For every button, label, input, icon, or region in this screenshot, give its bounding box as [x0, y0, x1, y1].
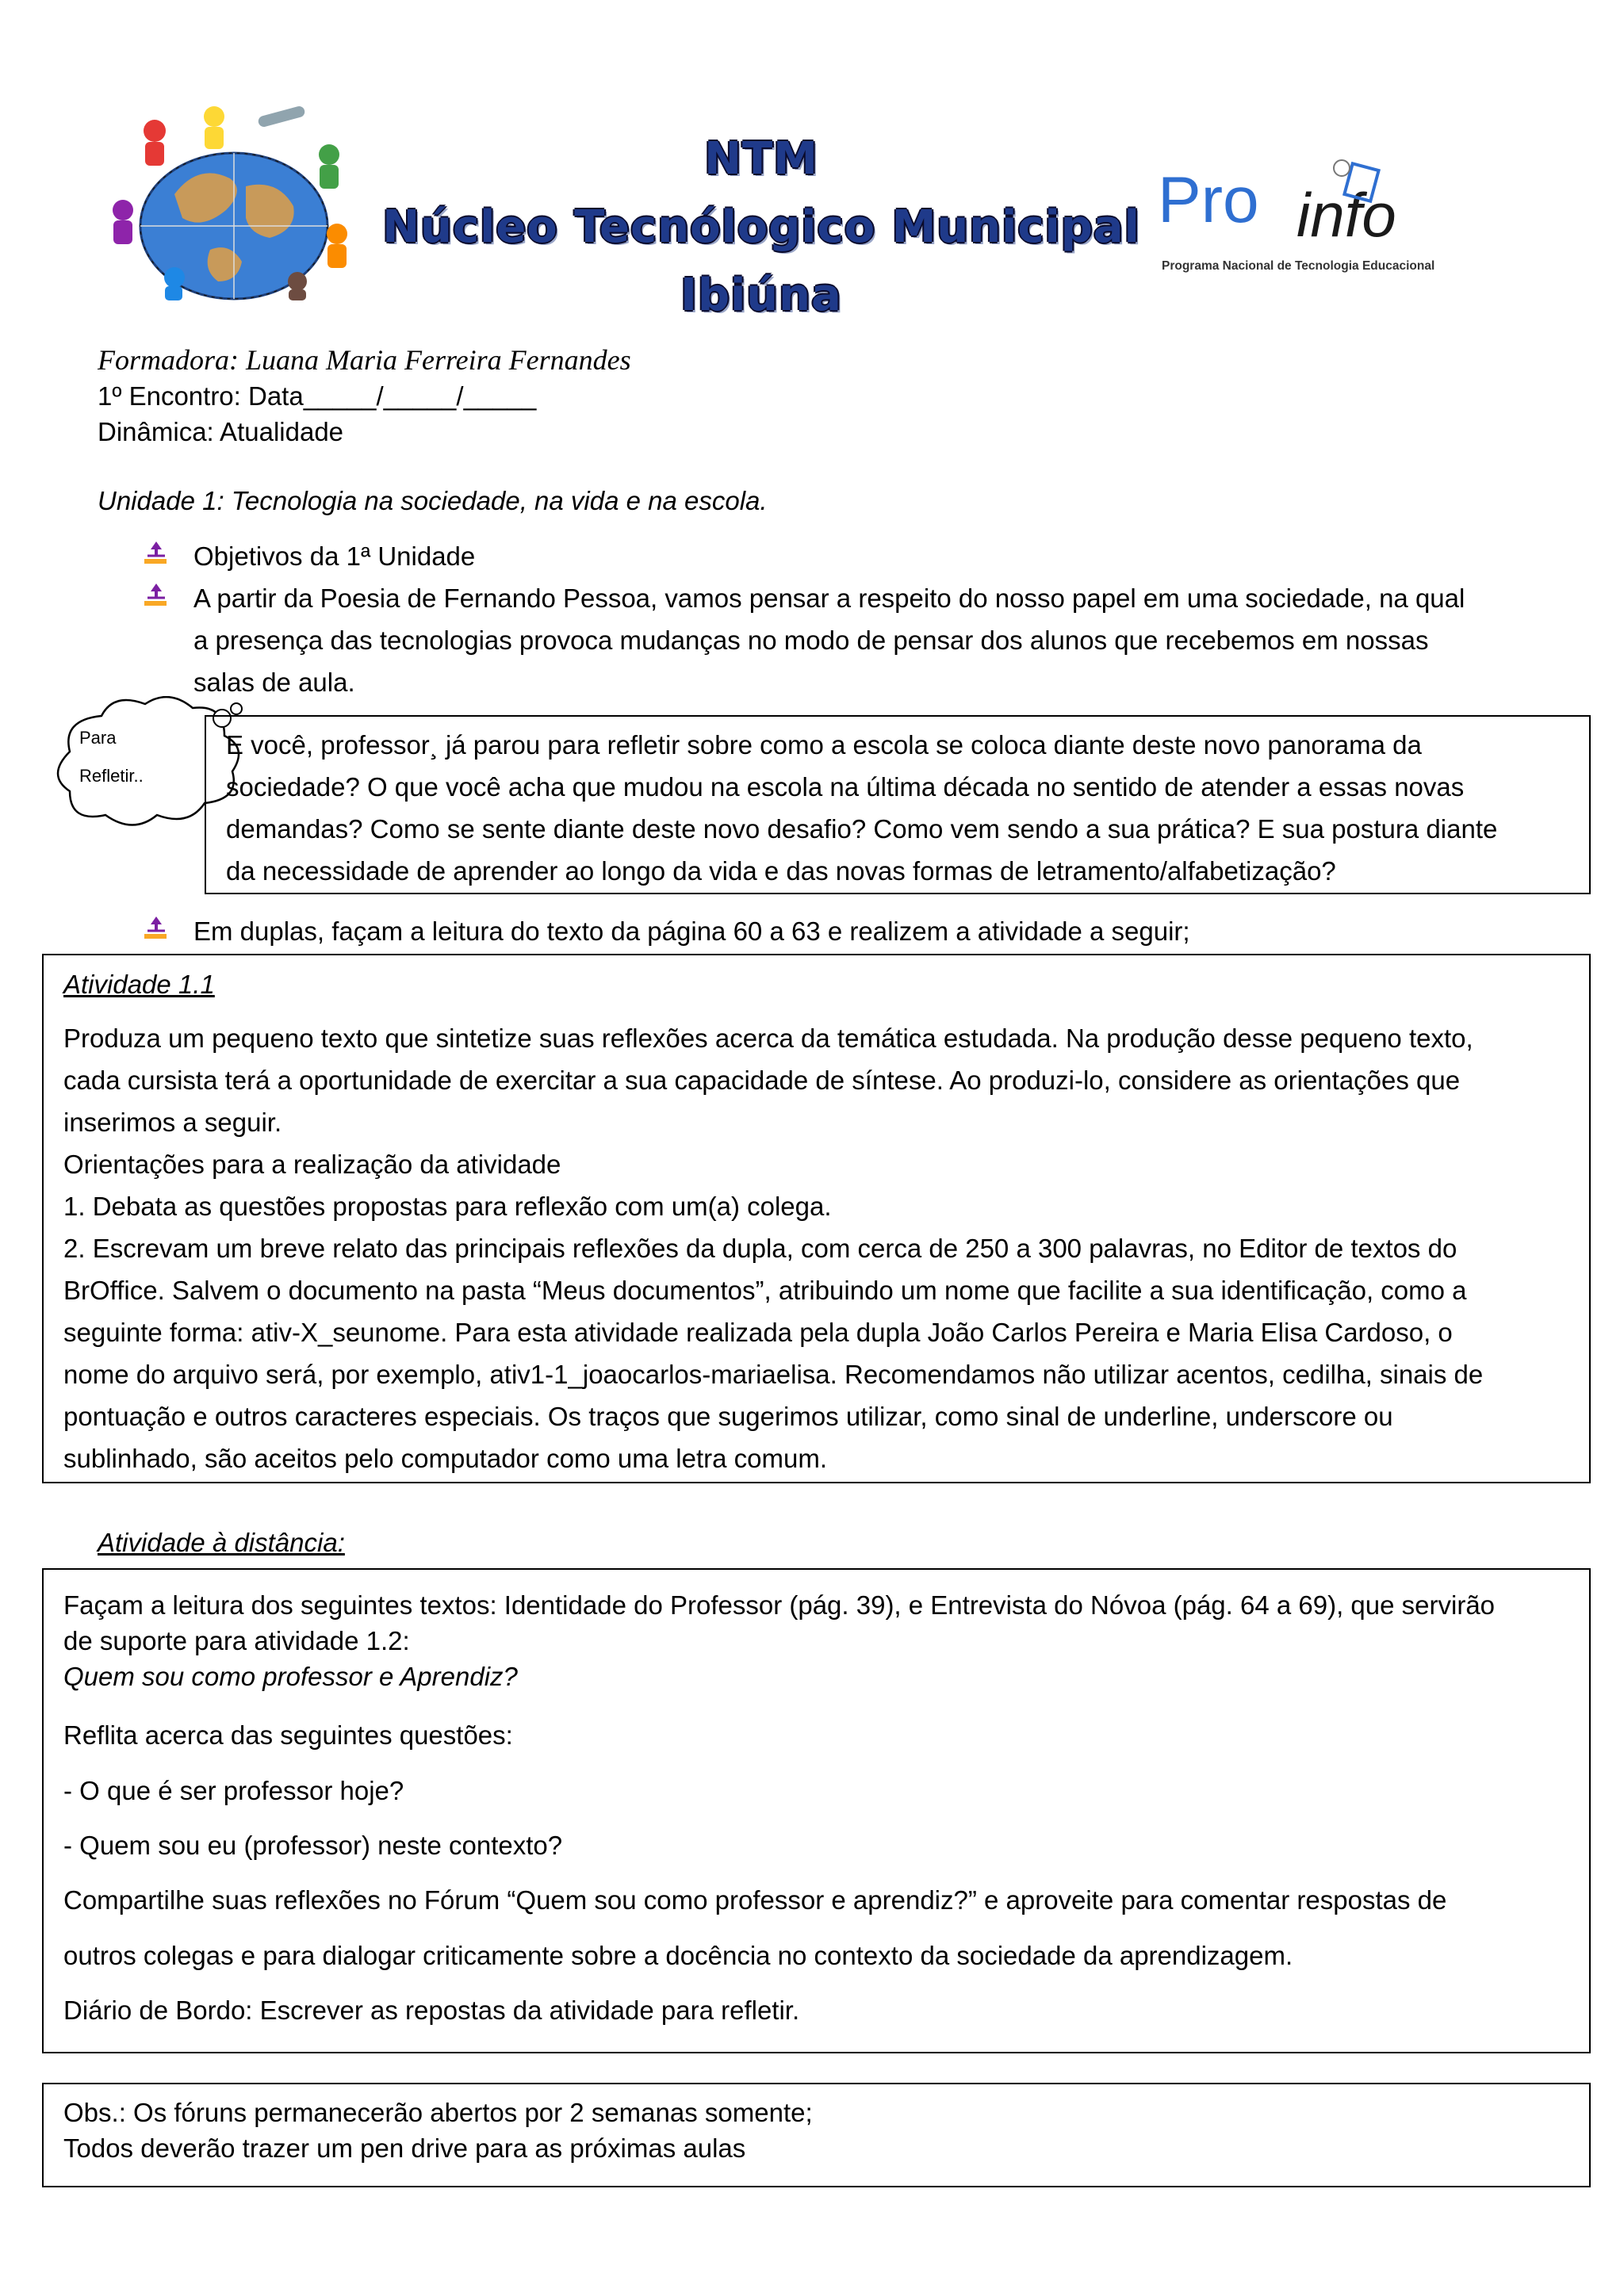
distancia-diario: Diário de Bordo: Escrever as repostas da atividade para refletir. — [63, 1996, 800, 2025]
distancia-question-1: - O que é ser professor hoje? — [63, 1776, 404, 1805]
bullet-text-line-2: a presença das tecnologias provoca mudanças no modo de pensar dos alunos que recebemos em nossas — [193, 626, 1429, 655]
bullet-duplas — [143, 910, 1530, 952]
bullet-text: Objetivos da 1ª Unidade — [193, 541, 476, 571]
distancia-heading: Atividade à distância: — [98, 1528, 345, 1557]
distancia-question-2: - Quem sou eu (professor) neste contexto? — [63, 1831, 563, 1860]
atividade-line: seguinte forma: ativ-X_seunome. Para esta atividade realizada pela dupla João Carlos Pereira e Maria Elisa Cardoso, o — [63, 1318, 1453, 1347]
cloud-label-refletir: Refletir.. — [79, 766, 144, 786]
reflection-text — [226, 724, 1574, 892]
reflection-line: sociedade? O que você acha que mudou na escola na última década no sentido de atender a essas novas — [226, 772, 1465, 802]
title-line-nucleo: Núcleo Tecnólogico Municipal — [382, 201, 1140, 253]
proinfo-logo — [1158, 159, 1515, 277]
atividade-line: pontuação e outros caracteres especiais. Os traços que sugerimos utilizar, como sinal de underline, underscore ou — [63, 1402, 1393, 1431]
encontro-line: 1º Encontro: Data_____/_____/_____ — [98, 381, 537, 411]
atividade-line: 2. Escrevam um breve relato das principais reflexões da dupla, com cerca de 250 a 300 palavras, no Editor de textos do — [63, 1234, 1457, 1263]
title-line-ibiuna: Ibiúna — [680, 270, 842, 321]
unidade-heading: Unidade 1: Tecnologia na sociedade, na vida e na escola. — [98, 486, 768, 515]
distancia-intro-line: de suporte para atividade 1.2: — [63, 1626, 410, 1655]
obs-line-1: Obs.: Os fóruns permanecerão abertos por 2 semanas somente; — [63, 2098, 813, 2127]
dinamica-line: Dinâmica: Atualidade — [98, 417, 344, 446]
obs-line-2: Todos deverão trazer um pen drive para as próximas aulas — [63, 2133, 746, 2163]
distancia-reflita: Reflita acerca das seguintes questões: — [63, 1720, 513, 1750]
title-line-ntm: NTM — [704, 133, 818, 185]
bullet-objetivos — [143, 535, 1530, 577]
distancia-forum-line-2: outros colegas e para dialogar criticamente sobre a docência no contexto da sociedade da aprendizagem. — [63, 1941, 1293, 1970]
arrow-bullet-icon — [143, 582, 170, 609]
cloud-label-para: Para — [79, 728, 117, 748]
globe-children-icon — [99, 99, 361, 301]
bullet-fernando-pessoa — [143, 577, 1530, 703]
bullet-text-line-3: salas de aula. — [193, 668, 355, 697]
atividade-line: Orientações para a realização da atividade — [63, 1150, 561, 1179]
atividade-line: sublinhado, são aceitos pelo computador como uma letra comum. — [63, 1444, 828, 1473]
atividade-body — [63, 1017, 1570, 1479]
atividade-line: nome do arquivo será, por exemplo, ativ1-1_joaocarlos-mariaelisa. Recomendamos não utilizar acentos, cedilha, sinais de — [63, 1360, 1484, 1389]
proinfo-pro-text: Pro — [1158, 164, 1259, 236]
arrow-bullet-icon — [143, 540, 170, 567]
distancia-intro — [63, 1587, 1570, 1694]
bullet-text: Em duplas, façam a leitura do texto da página 60 a 63 e realizem a atividade a seguir; — [193, 916, 1190, 946]
formadora-line: Formadora: Luana Maria Ferreira Fernandes — [98, 344, 631, 376]
distancia-question: Quem sou como professor e Aprendiz? — [63, 1662, 518, 1691]
atividade-title: Atividade 1.1 — [63, 970, 215, 999]
proinfo-info-text: info — [1297, 180, 1396, 250]
atividade-line: Produza um pequeno texto que sintetize suas reflexões acerca da temática estudada. Na produção desse pequeno texto, — [63, 1024, 1473, 1053]
reflection-line: da necessidade de aprender ao longo da vida e das novas formas de letramento/alfabetização? — [226, 856, 1336, 886]
header-title — [349, 125, 1174, 330]
arrow-bullet-icon — [143, 915, 170, 942]
atividade-line: 1. Debata as questões propostas para reflexão com um(a) colega. — [63, 1192, 832, 1221]
atividade-line: inserimos a seguir. — [63, 1108, 282, 1137]
obs-text — [63, 2095, 1570, 2166]
bullet-text-line-1: A partir da Poesia de Fernando Pessoa, vamos pensar a respeito do nosso papel em uma sociedade, na qual — [193, 584, 1465, 613]
proinfo-tagline: Programa Nacional de Tecnologia Educacional — [1162, 259, 1435, 273]
atividade-line: BrOffice. Salvem o documento na pasta “Meus documentos”, atribuindo um nome que facilite a sua identificação, como a — [63, 1276, 1467, 1305]
reflection-line: E você, professor¸ já parou para refletir sobre como a escola se coloca diante deste novo panorama da — [226, 730, 1422, 760]
atividade-line: cada cursista terá a oportunidade de exercitar a sua capacidade de síntese. Ao produzi-lo, considere as orientações que — [63, 1066, 1461, 1095]
distancia-forum-line-1: Compartilhe suas reflexões no Fórum “Quem sou como professor e aprendiz?” e aproveite para comentar respostas de — [63, 1885, 1447, 1915]
reflection-line: demandas? Como se sente diante deste novo desafio? Como vem sendo a sua prática? E sua postura diante — [226, 814, 1498, 844]
distancia-intro-line: Façam a leitura dos seguintes textos: Identidade do Professor (pág. 39), e Entrevista do Nóvoa (pág. 64 a 69), que servirão — [63, 1590, 1496, 1620]
